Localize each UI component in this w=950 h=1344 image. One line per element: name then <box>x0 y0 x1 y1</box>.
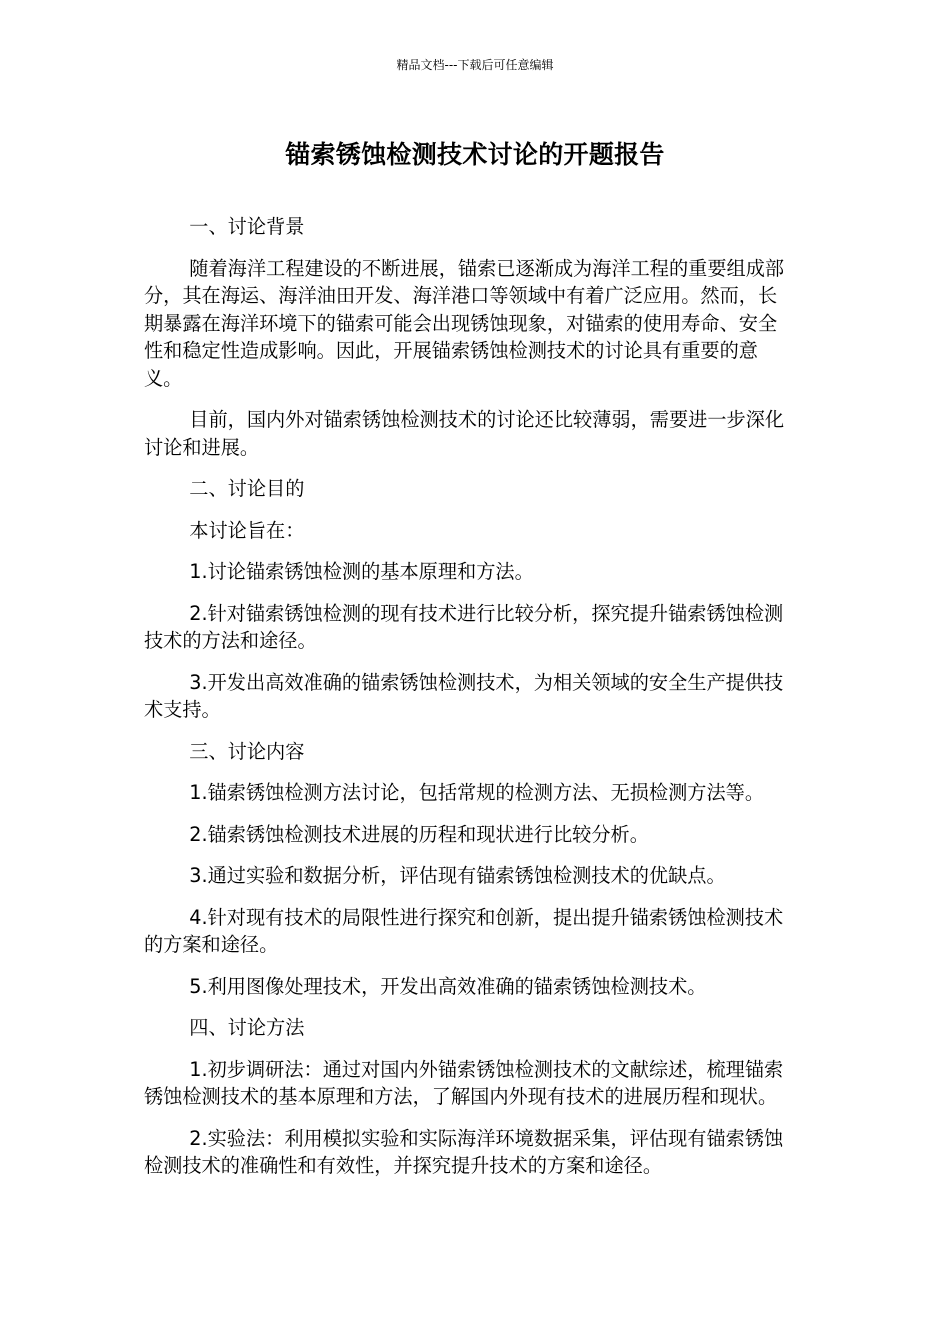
paragraph: 本讨论旨在： <box>189 518 305 542</box>
list-item: 5.利用图像处理技术，开发出高效准确的锚索锈蚀检测技术。 <box>189 974 707 998</box>
header-watermark: 精品文档---下载后可任意编辑 <box>396 58 554 72</box>
section-heading-methods: 四、讨论方法 <box>189 1016 305 1039</box>
paragraph: 目前，国内外对锚索锈蚀检测技术的讨论还比较薄弱，需要进一步深化讨论和进展。 <box>144 408 785 459</box>
list-item: 2.锚索锈蚀检测技术进展的历程和现状进行比较分析。 <box>189 822 649 846</box>
list-item: 2.实验法：利用模拟实验和实际海洋环境数据采集，评估现有锚索锈蚀检测技术的准确性和有效性，并探究提升技术的方案和途径。 <box>144 1126 784 1177</box>
section-heading-content: 三、讨论内容 <box>189 739 305 763</box>
list-item: 3.开发出高效准确的锚索锈蚀检测技术，为相关领域的安全生产提供技术支持。 <box>144 670 784 721</box>
document-title: 锚索锈蚀检测技术讨论的开题报告 <box>285 140 665 169</box>
list-item: 3.通过实验和数据分析，评估现有锚索锈蚀检测技术的优缺点。 <box>189 864 726 887</box>
section-heading-purpose: 二、讨论目的 <box>189 477 305 500</box>
list-item: 4.针对现有技术的局限性进行探究和创新，提出提升锚索锈蚀检测技术的方案和途径。 <box>144 905 784 956</box>
list-item: 1.初步调研法：通过对国内外锚索锈蚀检测技术的文献综述，梳理锚索锈蚀检测技术的基本原理和方法，了解国内外现有技术的进展历程和现状。 <box>144 1057 784 1108</box>
list-item: 1.讨论锚索锈蚀检测的基本原理和方法。 <box>189 560 534 583</box>
document-body <box>144 213 794 1194</box>
list-item: 2.针对锚索锈蚀检测的现有技术进行比较分析，探究提升锚索锈蚀检测技术的方法和途径。 <box>144 601 784 652</box>
section-heading-background: 一、讨论背景 <box>189 215 305 238</box>
paragraph: 随着海洋工程建设的不断进展，锚索已逐渐成为海洋工程的重要组成部分，其在海运、海洋油田开发、海洋港口等领域中有着广泛应用。然而，长期暴露在海洋环境下的锚索可能会出现锈蚀现象，对锚索的使用寿命、安全性和稳定性造成影响。因此，开展锚索锈蚀检测技术的讨论具有重要的意义。 <box>144 256 785 390</box>
list-item: 1.锚索锈蚀检测方法讨论，包括常规的检测方法、无损检测方法等。 <box>189 781 765 804</box>
